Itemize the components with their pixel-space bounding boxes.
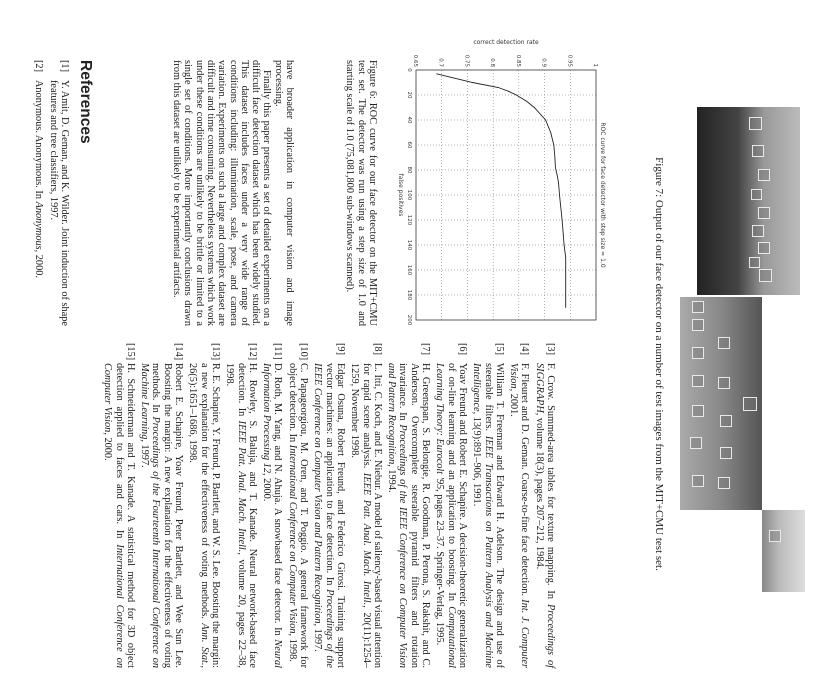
face-detection-box <box>692 375 704 387</box>
roc-data-point <box>508 91 509 92</box>
reference-text: Anonymous. Anonymous. In <box>33 80 45 202</box>
reference-venue: IEEE Transactions on Pattern Analysis and Machine Intelligence <box>471 363 494 668</box>
reference-text: H. Greenspan, S. Belongie, R. Goodman, P. Perona, S. Rakshit, and C. Anderson. Overcomplete steerable pyramid filters and rotation invariance. In <box>397 363 432 668</box>
roc-data-point <box>555 167 556 168</box>
reference-venue: Computational Learning Theory: Eurocolt '95 <box>434 363 457 668</box>
y-tick-label: 0.9 <box>540 58 547 67</box>
reference-venue: Proceedings of SIGGRAPH <box>533 363 556 668</box>
reference-item <box>533 343 556 668</box>
reference-number: [1] <box>59 60 70 73</box>
reference-number: [8] <box>371 343 383 356</box>
reference-text: D. Roth, M. Yang, and N. Ahuja. A snowbased face detector. In <box>272 363 284 640</box>
face-detection-box <box>692 405 704 417</box>
reference-text: Yoav Freund and Robert E. Schapire. A decision-theoretic generalization of on-line learning and an application to boosting. In <box>445 363 468 668</box>
face-detection-box <box>749 257 760 268</box>
reference-text: C. Papageorgiou, M. Oren, and T. Poggio. A general framework for object detection. In <box>286 363 310 668</box>
reference-venue: Proceedings of the IEEE Conference on Computer Vision and Pattern Recognition <box>312 363 335 669</box>
face-detection-box <box>718 377 730 389</box>
reference-item <box>349 343 383 668</box>
reference-text: , 26(5):1651–1686, 1998. <box>187 363 210 669</box>
y-tick-label: 0.8 <box>489 58 496 67</box>
face-detection-box <box>758 207 770 219</box>
y-tick-label: 0.7 <box>437 58 444 67</box>
reference-text: , 1994. <box>386 464 398 493</box>
reference-venue: Neural Information Processing 12 <box>261 363 284 668</box>
reference-item <box>139 343 184 668</box>
figure7-photo-single <box>762 510 805 592</box>
y-tick-label: 0.85 <box>514 54 521 67</box>
roc-data-point <box>553 145 554 146</box>
x-tick-label: 180 <box>406 289 412 301</box>
reference-text: R. E. Schapire, Y. Freund, P. Bartlett, and W. S. Lee. Boosting the margin: a new explanation for the effectiveness of voting methods. <box>198 363 221 668</box>
face-detection-box <box>720 415 732 427</box>
body-paragraph: Finally this paper presents a set of detailed experiments on a difficult face detection dataset which has been widely studied. This dataset includes faces under a very wide range of conditions including: illumination, scale, pose, and camera variation. Experiments on such a large and complex dataset are difficult and time consuming. Nevertheless systems which work under these conditions are unlikely to be brittle or limited to a single set of conditions. More importantly conclusions drawn from this dataset are unlikely to be experimental artifacts. <box>171 60 273 326</box>
reference-venue: IEEE Patt. Anal. Mach. Intell. <box>235 420 247 553</box>
reference-number: [10] <box>298 343 310 361</box>
face-detection-box <box>758 242 770 254</box>
x-tick-label: 40 <box>406 116 412 124</box>
reference-text: L. Itti, C. Koch, and E. Niebur. A model of saliency-based visual attention for rapid scene analysis. <box>360 363 383 668</box>
x-tick-label: 140 <box>406 239 412 251</box>
references-heading: References <box>77 60 94 144</box>
roc-data-point <box>558 182 559 183</box>
reference-item <box>102 343 136 668</box>
face-detection-box <box>718 477 730 489</box>
reference-text: , 2000. <box>261 473 273 502</box>
reference-venue: Proceedings of the IEEE Conference on Computer Vision and Pattern Recognition <box>386 363 409 668</box>
reference-number: [9] <box>334 343 346 356</box>
roc-data-point <box>516 95 517 96</box>
reference-item <box>312 343 346 668</box>
reference-item <box>261 343 284 668</box>
face-detection-box <box>752 225 764 237</box>
reference-number: [6] <box>456 343 468 356</box>
reference-item <box>187 343 221 668</box>
reference-number: [5] <box>493 343 505 356</box>
body-paragraph: have broader application in computer vision and image processing. <box>272 60 295 326</box>
reference-venue: International Conference on Computer Vision <box>102 363 125 668</box>
reference-venue: International Conference on Computer Vision <box>286 444 298 634</box>
x-axis-label: false positives <box>397 173 404 217</box>
roc-data-point <box>545 120 546 121</box>
reference-item <box>286 343 309 668</box>
reference-text: Y. Amit, D. Geman, and K. Wilder. Joint induction of shape features and tree classifiers, 1997. <box>47 80 70 326</box>
reference-item <box>224 343 258 668</box>
reference-text: , pages 23–37. Springer-Verlag, 1995. <box>434 489 446 646</box>
roc-data-point <box>564 245 565 246</box>
chart-title: ROC curve for face detector with step size = 1.0 <box>599 122 606 268</box>
face-detection-box <box>718 337 730 349</box>
reference-text: , 2000. <box>102 432 114 461</box>
reference-text: H. Rowley, S. Baluja, and T. Kanade. Neural network-based face detection. In <box>235 363 258 668</box>
y-tick-label: 1 <box>592 63 598 67</box>
roc-data-point <box>526 101 527 102</box>
reference-text: , 13(9):891–906, 1991. <box>471 411 483 507</box>
reference-venue: Anonymous <box>33 201 45 250</box>
reference-text: , 20(11):1254–1259, November 1998. <box>349 363 372 668</box>
face-detection-box <box>692 347 704 359</box>
reference-text: , 2000. <box>33 249 45 278</box>
y-tick-label: 0.95 <box>566 54 573 67</box>
roc-data-point <box>559 195 560 196</box>
reference-number: [15] <box>124 343 136 361</box>
y-axis-label: correct detection rate <box>473 39 539 46</box>
reference-text: , 1997. <box>312 623 324 652</box>
x-tick-label: 100 <box>406 189 412 201</box>
x-tick-label: 60 <box>406 141 412 149</box>
roc-data-point <box>498 87 499 88</box>
reference-item <box>47 60 70 326</box>
figure6-caption: Figure 6: ROC curve for our face detector on the MIT+CMU test set. The detector was run using a step size of 1.0 and starting scale of 1.0 (75,081,800 sub-windows scanned). <box>344 60 378 326</box>
roc-chart <box>383 30 613 330</box>
reference-text: F. Crow. Summed-area tables for texture mapping. In <box>545 363 556 604</box>
roc-data-point <box>557 176 558 177</box>
reference-text: , 2001. <box>508 388 520 417</box>
reference-text: , volume 18(3), pages 207–212, 1984. <box>533 412 545 570</box>
y-tick-label: 0.75 <box>463 54 470 67</box>
face-detection-box <box>749 117 762 130</box>
reference-venue: Int. J. Computer Vision <box>508 363 531 669</box>
reference-text: , 1997. <box>139 439 151 468</box>
reference-number: [4] <box>519 343 531 356</box>
reference-item <box>386 343 431 668</box>
face-detection-box <box>769 530 781 542</box>
reference-venue: IEEE Patt. Anal. Mach. Intell. <box>360 472 372 606</box>
reference-number: [11] <box>272 343 284 360</box>
x-tick-label: 20 <box>406 91 412 99</box>
reference-item <box>508 343 531 668</box>
body-text <box>171 60 295 326</box>
reference-text: F. Fleuret and D. Geman. Coarse-to-fine face detection. <box>519 363 531 600</box>
reference-item <box>471 343 505 668</box>
reference-venue: Proceedings of the Fourteenth International Conference on Machine Learning <box>139 363 162 668</box>
x-tick-label: 160 <box>406 264 412 276</box>
roc-data-point <box>565 307 566 308</box>
reference-text: William T. Freeman and Edward H. Adelson. The design and use of steerable filters. <box>482 363 505 668</box>
reference-number: [12] <box>246 343 258 361</box>
roc-data-point <box>436 73 437 74</box>
reference-number: [2] <box>33 60 45 73</box>
reference-text: Robert E. Schapire, Yoav Freund, Peter Bartlett, and Wee Sun Lee. Boosting the margin: A new explanation for the effectiveness of voting methods. In <box>150 363 185 668</box>
reference-text: , 1998. <box>286 633 298 662</box>
references-list-right <box>99 343 556 668</box>
face-detection-box <box>758 169 770 181</box>
x-tick-label: 0 <box>406 68 412 72</box>
y-tick-label: 0.65 <box>412 54 418 67</box>
roc-data-point <box>472 82 473 83</box>
face-detection-box <box>720 447 732 459</box>
face-detection-box <box>692 475 704 487</box>
reference-venue: Ann. Stat. <box>198 623 210 666</box>
face-detection-box <box>690 437 702 449</box>
reference-number: [3] <box>545 343 556 356</box>
figure7-photo-group <box>697 107 800 295</box>
x-tick-label: 200 <box>406 314 412 326</box>
face-detection-box <box>752 145 764 157</box>
reference-number: [13] <box>209 343 221 361</box>
face-detection-box <box>759 269 772 282</box>
reference-item <box>33 60 44 326</box>
figure7-photo-crowd <box>680 297 762 510</box>
face-detection-box <box>692 301 704 313</box>
reference-text: H. Schneiderman and T. Kanade. A statistical method for 3D object detection applied to faces and cars. In <box>113 363 136 668</box>
face-detection-box <box>692 319 704 331</box>
roc-data-point <box>534 107 535 108</box>
reference-number: [14] <box>173 343 185 361</box>
x-tick-label: 80 <box>406 166 412 174</box>
face-detection-box <box>751 189 762 200</box>
roc-data-point <box>562 220 563 221</box>
reference-number: [7] <box>420 343 432 356</box>
roc-data-point <box>550 132 551 133</box>
roc-data-point <box>565 278 566 279</box>
reference-item <box>434 343 468 668</box>
face-detection-box <box>743 397 757 411</box>
x-tick-label: 120 <box>406 214 412 226</box>
reference-text: Edgar Osuna, Robert Freund, and Federico Girosi. Training support vector machines: an application to face detection. In <box>323 363 346 668</box>
figure7-caption: Figure 7: Output of our face detector on a number of test images from the MIT+CMU test set. <box>653 157 665 571</box>
roc-data-point <box>554 157 555 158</box>
roc-data-point <box>565 257 566 258</box>
references-list-left <box>30 60 70 326</box>
reference-text: , volume 20, pages 22–38, 1998. <box>224 363 247 668</box>
